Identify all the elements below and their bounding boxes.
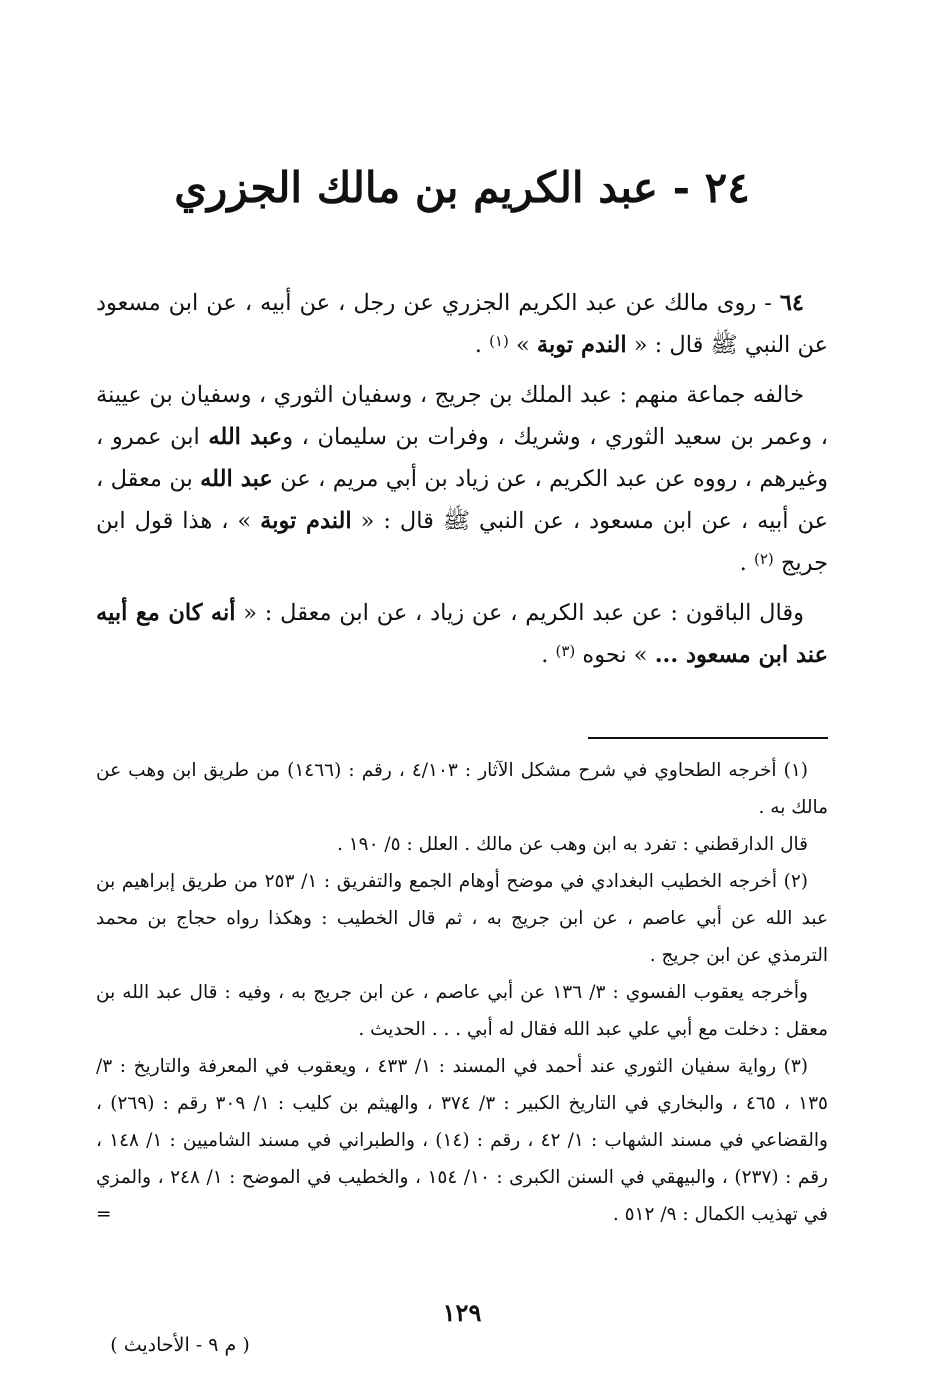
hadith-quote: الندم توبة (536, 332, 627, 358)
hadith-quote: أنه كان مع أبيه عند ابن مسعود ... (96, 600, 828, 668)
hadith-number: ٦٤ (779, 290, 804, 316)
name-bold: عبد الله (208, 424, 283, 450)
name-bold: عبد الله (200, 466, 273, 492)
text-span: » نحوه (575, 642, 655, 668)
text-span: ابن عمرو ، وغيرهم ، رووه عن عبد الكريم ، عن زياد بن أبي مريم ، عن (96, 424, 829, 492)
text-span: بن معقل ، عن أبيه ، عن ابن مسعود ، عن النبي ﷺ قال : « (96, 466, 828, 534)
chapter-title: ٢٤ - عبد الكريم بن مالك الجزري (174, 163, 750, 212)
text-span: » ، هذا قول ابن جريج (96, 508, 828, 576)
footnote-ref[interactable]: (٣) (555, 642, 576, 660)
text-span: . (541, 642, 556, 668)
text-span: خالفه جماعة منهم : عبد الملك بن جريج ، وسفيان الثوري ، وسفيان بن عيينة ، وعمر بن سعيد الثوري ، وشريك ، وفرات بن سليمان ، و (96, 382, 828, 450)
hadith-paragraph-1 (96, 282, 828, 366)
footnote-3-wrapper (96, 1048, 828, 1233)
text-span: . (474, 332, 490, 358)
footnote-1: (١) أخرجه الطحاوي في شرح مشكل الآثار : ٤/١٠٣ ، رقم : (١٤٦٦) من طريق ابن وهب عن مالك به . (96, 760, 828, 818)
footnote-ref[interactable]: (١) (489, 332, 509, 350)
text-span: وقال الباقون : عن عبد الكريم ، عن زياد ، عن ابن معقل : « (235, 600, 804, 626)
footnote-ref[interactable]: (٢) (753, 550, 774, 568)
hadith-quote: الندم توبة (260, 508, 352, 534)
text-span: - روى مالك عن عبد الكريم الجزري عن رجل ، عن أبيه ، عن ابن مسعود عن النبي ﷺ قال : « (96, 290, 828, 358)
hadith-paragraph-2 (96, 374, 828, 584)
footnote-2: (٢) أخرجه الخطيب البغدادي في موضح أوهام الجمع والتفريق : ١/ ٢٥٣ من طريق إبراهيم بن عبد الله عن أبي عاصم ، عن ابن جريج به ، ثم قال الخطيب : وهكذا رواه حجاج بن محمد الترمذي عن ابن جريج . (96, 871, 828, 966)
footnote-separator (588, 737, 828, 739)
hadith-paragraph-3 (96, 592, 828, 676)
footnote-3: (٣) رواية سفيان الثوري عند أحمد في المسند : ١/ ٤٣٣ ، ويعقوب في المعرفة والتاريخ : ٣/ ١٣٥ ، ٤٦٥ ، والبخاري في التاريخ الكبير : ٣/ ٣٧٤ ، والهيثم بن كليب : ١/ ٣٠٩ رقم : (٢٦٩) ، والقضاعي في مسند الشهاب : ١/ ٤٢ ، رقم : (١٤) ، والطبراني في مسند الشاميين : ١/ ١٤٨ ، رقم : (٢٣٧) ، والبيهقي في السنن الكبرى : ١٠/ ١٥٤ ، والخطيب في الموضح : ١/ ٢٤٨ ، والمزي في تهذيب الكمال : ٩/ ٥١٢ . (96, 1056, 828, 1225)
continuation-mark: = (96, 1204, 112, 1225)
footnotes (96, 752, 828, 1233)
text-span: . (739, 550, 754, 576)
page-number: ١٢٩ (442, 1298, 482, 1327)
signature-mark: ( م ٩ - الأحاديث ) (110, 1334, 250, 1356)
footnote-1-continued: قال الدارقطني : تفرد به ابن وهب عن مالك . العلل : ٥/ ١٩٠ . (336, 834, 808, 855)
main-text (96, 282, 828, 684)
footnote-2-continued: وأخرجه يعقوب الفسوي : ٣/ ١٣٦ عن أبي عاصم ، عن ابن جريج به ، وفيه : قال عبد الله بن معقل : دخلت مع أبي علي عبد الله فقال له أبي . . . الحديث . (96, 982, 828, 1040)
text-span: » (508, 332, 537, 358)
